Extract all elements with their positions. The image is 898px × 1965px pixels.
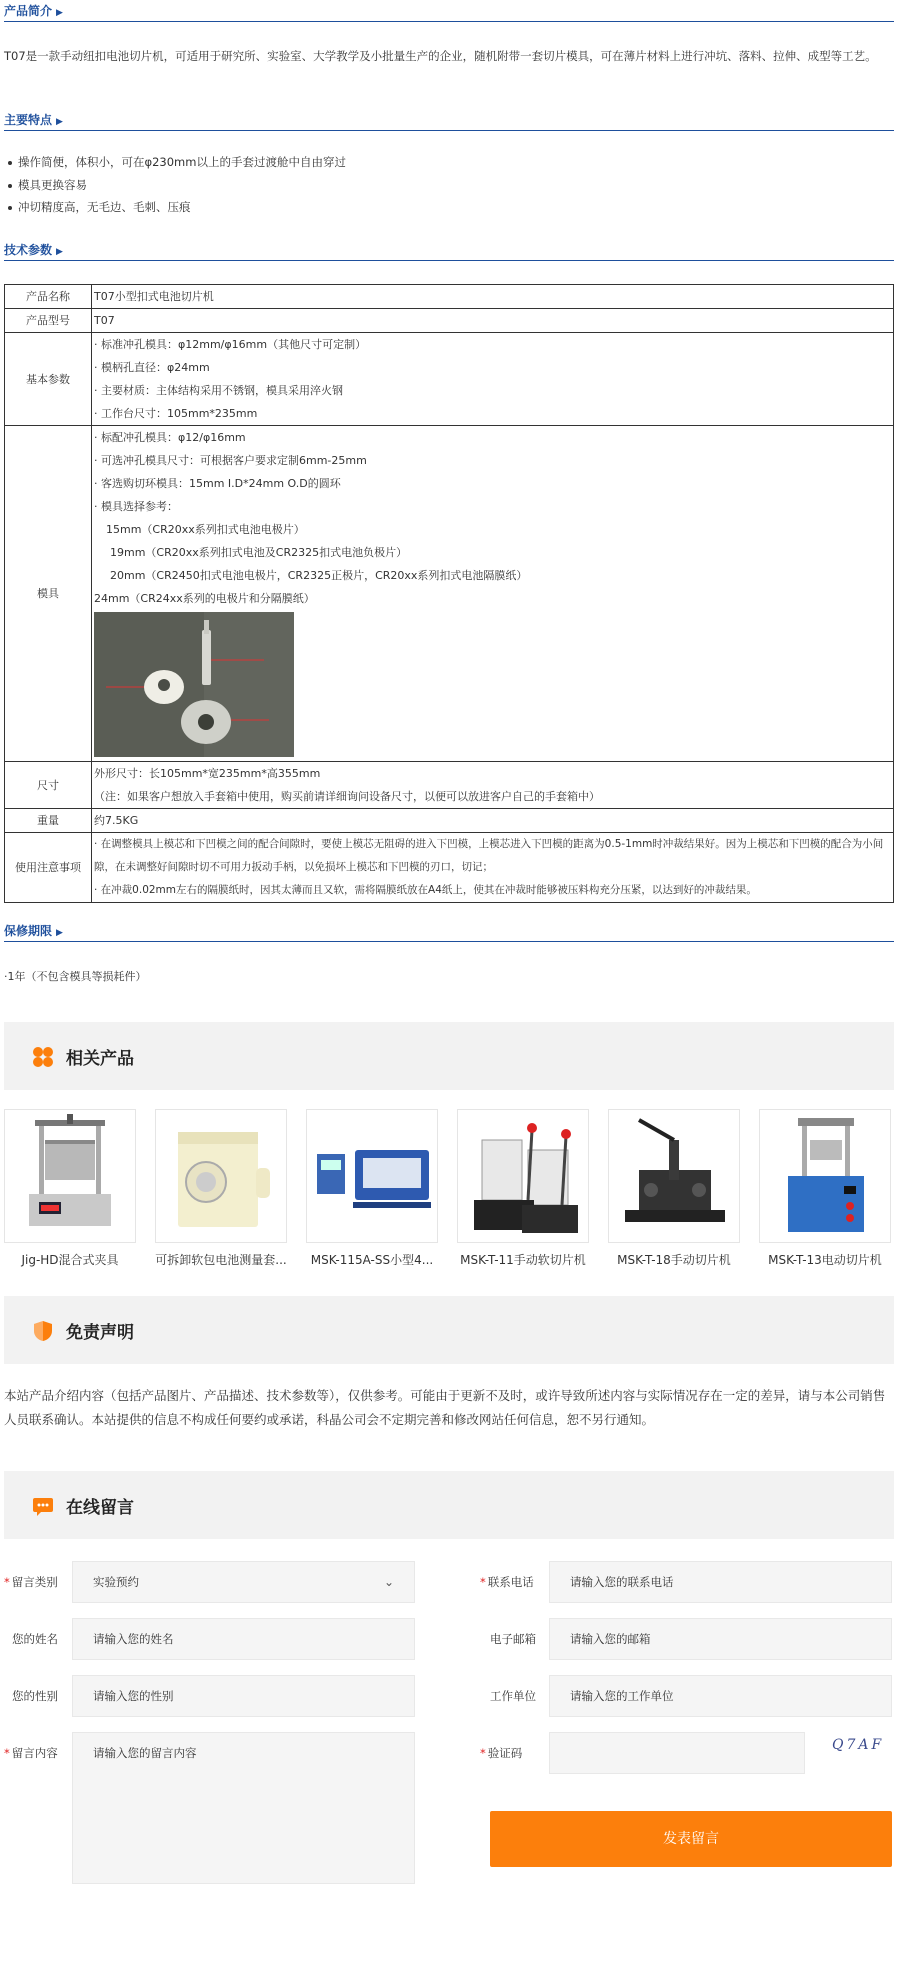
product-thumbnail[interactable] (4, 1109, 136, 1243)
product-name[interactable]: Jig-HD混合式夹具 (21, 1253, 119, 1267)
company-field[interactable]: 请输入您的工作单位 (549, 1675, 892, 1717)
banner-title: 在线留言 (66, 1498, 134, 1518)
phone-field[interactable]: 请输入您的联系电话 (549, 1561, 892, 1603)
table-row (5, 809, 894, 833)
gender-label: 您的性别 (12, 1689, 58, 1703)
spec-line: · 工作台尺寸：105mm*235mm (94, 407, 258, 420)
section-features-heading (4, 111, 894, 131)
table-row (5, 426, 894, 762)
grid-icon (32, 1046, 54, 1068)
content-label: * 留言内容 (4, 1746, 58, 1760)
spec-line: · 可选冲孔模具尺寸：可根据客户要求定制6mm-25mm (94, 454, 367, 467)
spec-line: · 主要材质：主体结构采用不锈钢，模具采用淬火钢 (94, 384, 343, 397)
spec-line: · 模柄孔直径：φ24mm (94, 361, 210, 374)
spec-line: · 模具选择参考： (94, 500, 178, 513)
spec-value: T07小型扣式电池切片机 (92, 285, 894, 309)
spec-value (92, 833, 894, 903)
company-label: 工作单位 (490, 1689, 536, 1703)
captcha-field[interactable] (549, 1732, 805, 1774)
section-intro-heading (4, 2, 894, 22)
related-product-card[interactable] (306, 1109, 438, 1268)
message-banner (4, 1471, 894, 1539)
label-text: 留言内容 (11, 1746, 58, 1760)
product-image (609, 1110, 740, 1243)
spec-key: 使用注意事项 (5, 833, 92, 903)
chevron-down-icon: ⌄ (383, 1575, 394, 1589)
submit-button[interactable]: 发表留言 (490, 1811, 892, 1867)
list-item: 模具更换容易 (4, 174, 884, 197)
table-row (5, 285, 894, 309)
section-title: 产品简介 (4, 4, 53, 18)
warranty-text: ·1年（不包含模具等损耗件） (4, 970, 147, 983)
product-thumbnail[interactable] (306, 1109, 438, 1243)
triangle-icon: ▶ (56, 8, 63, 18)
spec-key: 模具 (5, 426, 92, 762)
email-label: 电子邮箱 (490, 1632, 536, 1646)
banner-title: 免责声明 (66, 1323, 134, 1343)
related-product-card[interactable] (759, 1109, 891, 1268)
spec-value: 约7.5KG (92, 809, 894, 833)
related-product-card[interactable] (155, 1109, 287, 1268)
message-textarea[interactable]: 请输入您的留言内容 (72, 1732, 415, 1884)
section-warranty-heading (4, 922, 894, 942)
mold-photo (94, 612, 294, 757)
triangle-icon: ▶ (56, 117, 63, 127)
email-field[interactable]: 请输入您的邮箱 (549, 1618, 892, 1660)
intro-text: T07是一款手动纽扣电池切片机，可适用于研究所、实验室、大学教学及小批量生产的企业，随机附带一套切片模具，可在薄片材料上进行冲坑、落料、拉伸、成型等工艺。 (4, 49, 877, 63)
spec-key: 尺寸 (5, 762, 92, 809)
section-title: 技术参数 (4, 243, 53, 257)
product-name[interactable]: 可拆卸软包电池测量套... (155, 1253, 287, 1267)
spec-line: 外形尺寸：长105mm*宽235mm*高355mm (94, 767, 321, 780)
spec-value (92, 426, 894, 762)
spec-value (92, 333, 894, 426)
spec-line: · 在调整模具上模芯和下凹模之间的配合间隙时，要使上模芯无阻碍的进入下凹模，上模芯进入下凹模的距离为0.5-1mm时冲裁结果好。因为上模芯和下凹模的配合为小间隙，在未调整好间隙时切不可用力扳动手柄，以免损坏上模芯和下凹模的刃口，切记； (94, 838, 884, 873)
spec-key: 基本参数 (5, 333, 92, 426)
banner-title: 相关产品 (66, 1049, 134, 1069)
spec-line: 15mm（CR20xx系列扣式电池电极片） (106, 523, 305, 536)
product-thumbnail[interactable] (457, 1109, 589, 1243)
spec-line: 24mm（CR24xx系列的电极片和分隔膜纸） (94, 592, 315, 605)
label-text: 留言类别 (11, 1575, 58, 1589)
captcha-label: * 验证码 (480, 1746, 523, 1760)
spec-key: 产品型号 (5, 309, 92, 333)
spec-key: 重量 (5, 809, 92, 833)
disclaimer-text: 本站产品介绍内容（包括产品图片、产品描述、技术参数等），仅供参考。可能由于更新不及时，或许导致所述内容与实际情况存在一定的差异，请与本公司销售人员联系确认。本站提供的信息不构成任何要约或承诺，科晶公司会不定期完善和修改网站任何信息，恕不另行通知。 (4, 1388, 886, 1427)
product-image (156, 1110, 287, 1243)
spec-table (4, 284, 894, 903)
spec-line: （注：如果客户想放入手套箱中使用，购买前请详细询问设备尺寸，以便可以放进客户自己的手套箱中） (94, 790, 600, 803)
product-thumbnail[interactable] (155, 1109, 287, 1243)
product-name[interactable]: MSK-115A-SS小型4... (310, 1253, 434, 1267)
product-image (5, 1110, 136, 1243)
mold-photo-graphic (94, 612, 294, 757)
name-field[interactable]: 请输入您的姓名 (72, 1618, 415, 1660)
related-product-card[interactable] (608, 1109, 740, 1268)
spec-key: 产品名称 (5, 285, 92, 309)
product-thumbnail[interactable] (608, 1109, 740, 1243)
spec-line: · 标配冲孔模具：φ12/φ16mm (94, 431, 246, 444)
product-thumbnail[interactable] (759, 1109, 891, 1243)
product-image (307, 1110, 438, 1243)
spec-line: 19mm（CR20xx系列扣式电池及CR2325扣式电池负极片） (110, 546, 408, 559)
captcha-image[interactable]: Q7AF (832, 1737, 885, 1753)
disclaimer-banner (4, 1296, 894, 1364)
shield-icon (32, 1320, 54, 1342)
spec-value (92, 762, 894, 809)
spec-line: · 在冲裁0.02mm左右的隔膜纸时，因其太薄而且又软，需将隔膜纸放在A4纸上，使其在冲裁时能够被压料构充分压紧，以达到好的冲裁结果。 (94, 884, 757, 896)
product-image (458, 1110, 589, 1243)
table-row (5, 833, 894, 903)
product-name[interactable]: MSK-T-18手动切片机 (617, 1253, 731, 1267)
chat-bubble-icon (32, 1495, 54, 1517)
type-select-value: 实验预约 (93, 1575, 139, 1589)
label-text: 联系电话 (487, 1575, 534, 1589)
table-row (5, 309, 894, 333)
related-product-card[interactable] (457, 1109, 589, 1268)
spec-line: · 标准冲孔模具：φ12mm/φ16mm（其他尺寸可定制） (94, 338, 367, 351)
section-specs-heading (4, 241, 894, 261)
table-row (5, 333, 894, 426)
feature-list (4, 151, 884, 219)
section-title: 主要特点 (4, 113, 53, 127)
type-select[interactable] (72, 1561, 415, 1603)
phone-label: * 联系电话 (480, 1575, 534, 1589)
spec-line: 20mm（CR2450扣式电池电极片，CR2325正极片，CR20xx系列扣式电池隔膜纸） (110, 569, 528, 582)
product-image (760, 1110, 891, 1243)
related-products-banner (4, 1022, 894, 1090)
product-name[interactable]: MSK-T-13电动切片机 (768, 1253, 882, 1267)
list-item: 操作简便，体积小，可在φ230mm以上的手套过渡舱中自由穿过 (4, 151, 884, 174)
label-text: 验证码 (487, 1746, 523, 1760)
spec-value: T07 (92, 309, 894, 333)
related-product-card[interactable] (4, 1109, 136, 1268)
type-label: * 留言类别 (4, 1575, 58, 1589)
triangle-icon: ▶ (56, 928, 63, 938)
triangle-icon: ▶ (56, 247, 63, 257)
gender-field[interactable]: 请输入您的性别 (72, 1675, 415, 1717)
list-item: 冲切精度高，无毛边、毛刺、压痕 (4, 196, 884, 219)
spec-line: · 客选购切环模具：15mm I.D*24mm O.D的圆环 (94, 477, 341, 490)
section-title: 保修期限 (4, 924, 53, 938)
name-label: 您的姓名 (12, 1632, 58, 1646)
product-name[interactable]: MSK-T-11手动软切片机 (460, 1253, 586, 1267)
table-row (5, 762, 894, 809)
